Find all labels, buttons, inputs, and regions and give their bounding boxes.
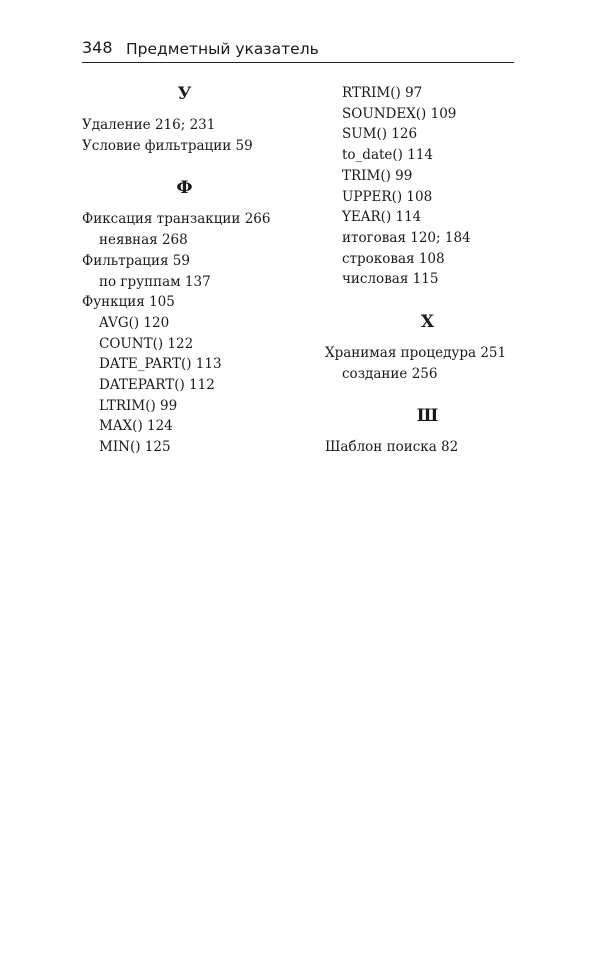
index-subentry: создание 256	[342, 365, 438, 382]
page-number: 348	[82, 38, 113, 57]
index-subentry: строковая 108	[342, 250, 445, 267]
running-title: Предметный указатель	[126, 40, 319, 58]
section-gap	[82, 156, 287, 177]
index-subentry: неявная 268	[99, 232, 188, 249]
index-subentry: TRIM() 99	[342, 167, 413, 184]
index-section-f-continued	[325, 83, 530, 290]
index-subentry: SUM() 126	[342, 126, 418, 143]
section-letter-u: У	[177, 84, 192, 104]
index-subentry: AVG() 120	[99, 314, 170, 331]
index-subentry: COUNT() 122	[99, 335, 194, 352]
index-column-right	[325, 83, 530, 458]
index-subentry: MIN() 125	[99, 439, 171, 456]
header-rule	[82, 62, 514, 63]
index-subentry: LTRIM() 99	[99, 397, 178, 414]
index-entry: Условие фильтрации 59	[82, 137, 253, 154]
section-letter-f: Ф	[176, 178, 193, 199]
index-column-left	[82, 83, 287, 458]
index-entry: Фильтрация 59	[82, 252, 190, 269]
index-entry: Шаблон поиска 82	[325, 439, 459, 456]
index-entry: Фиксация транзакции 266	[82, 211, 271, 228]
section-gap	[325, 384, 530, 405]
index-subentry: to_date() 114	[342, 147, 433, 164]
index-subentry: SOUNDEX() 109	[342, 105, 457, 122]
index-subentry: MAX() 124	[99, 418, 173, 435]
index-entry: Удаление 216; 231	[82, 117, 216, 133]
index-section-kh	[325, 311, 530, 384]
section-letter-kh: Х	[420, 312, 435, 333]
index-subentry: UPPER() 108	[342, 188, 433, 205]
index-subentry: DATE_PART() 113	[99, 356, 222, 373]
page-header	[82, 38, 514, 64]
section-gap	[325, 290, 530, 311]
index-subentry: RTRIM() 97	[342, 85, 423, 101]
section-letter-sh: Ш	[416, 406, 439, 427]
index-section-u	[82, 83, 287, 156]
index-subentry: по группам 137	[99, 273, 211, 290]
index-subentry: DATEPART() 112	[99, 377, 215, 394]
index-entry: Функция 105	[82, 294, 175, 311]
index-subentry: YEAR() 114	[342, 209, 422, 226]
index-entry: Хранимая процедура 251	[325, 345, 507, 362]
index-section-f	[82, 177, 287, 457]
index-section-sh	[325, 405, 530, 458]
index-subentry: числовая 115	[342, 271, 439, 288]
index-subentry: итоговая 120; 184	[342, 229, 471, 246]
